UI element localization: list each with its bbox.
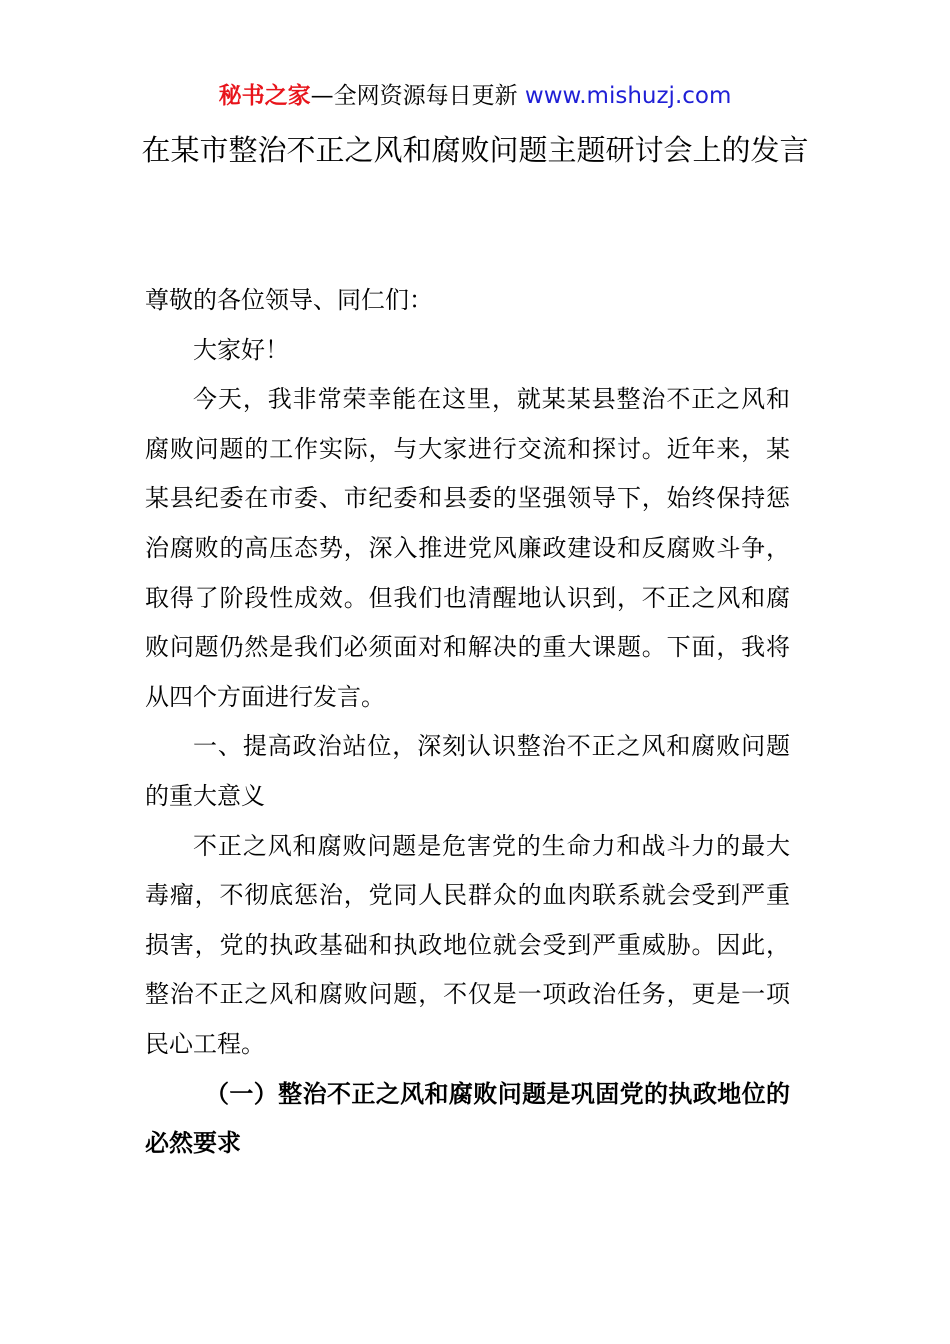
document-title: 在某市整治不正之风和腐败问题主题研讨会上的发言: [141, 133, 809, 167]
subsection-heading-1: （一）整治不正之风和腐败问题是巩固党的执政地位的必然要求: [145, 1079, 790, 1158]
section-1-paragraph: 不正之风和腐败问题是危害党的生命力和战斗力的最大毒瘤，不彻底惩治，党同人民群众的血肉联系就会受到严重损害，党的执政基础和执政地位就会受到严重威胁。因此，整治不正之风和腐败问题，不仅是一项政治任务，更是一项民心工程。: [145, 831, 790, 1058]
header-tagline: —全网资源每日更新: [310, 83, 525, 109]
salutation: 尊敬的各位领导、同仁们：: [145, 286, 433, 314]
site-header: [0, 80, 950, 112]
site-url[interactable]: www.mishuzj.com: [524, 83, 732, 109]
section-heading-1: 一、提高政治站位，深刻认识整治不正之风和腐败问题的重大意义: [145, 732, 790, 810]
intro-paragraph: 今天，我非常荣幸能在这里，就某某县整治不正之风和腐败问题的工作实际，与大家进行交流和探讨。近年来，某某县纪委在市委、市纪委和县委的坚强领导下，始终保持惩治腐败的高压态势，深入推进党风廉政建设和反腐败斗争，取得了阶段性成效。但我们也清醒地认识到，不正之风和腐败问题仍然是我们必须面对和解决的重大课题。下面，我将从四个方面进行发言。: [145, 385, 790, 711]
document-body: [145, 276, 790, 1169]
greeting: 大家好！: [193, 335, 289, 364]
brand-name: 秘书之家: [218, 83, 311, 109]
